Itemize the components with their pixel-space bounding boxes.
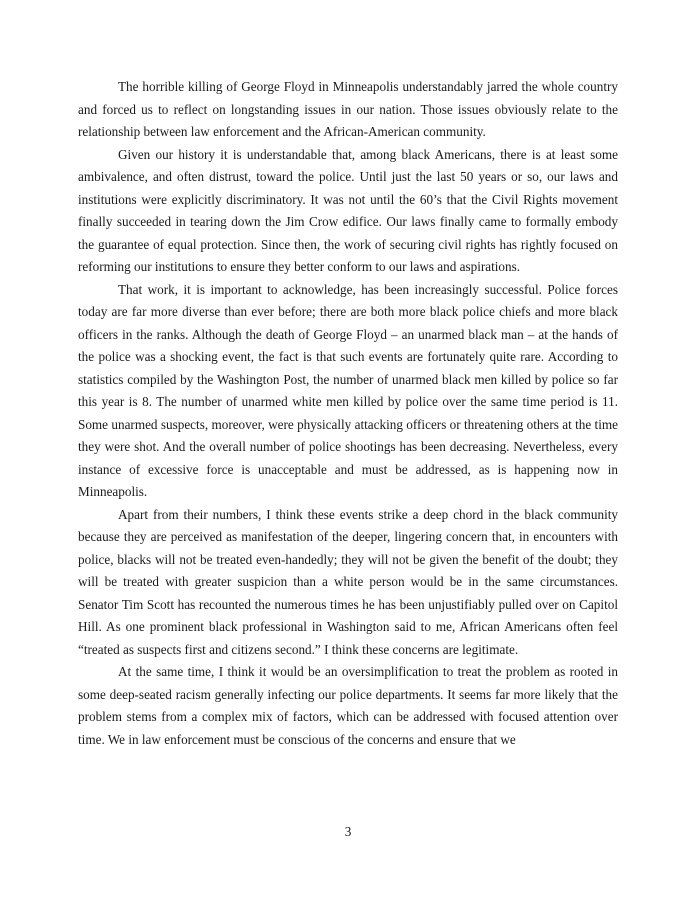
- paragraph-2: Given our history it is understandable that, among black Americans, there is at least some ambivalence, and often distrust, toward the police. Until just the last 50 years or so, our laws and institutions were explicitly discriminatory. It was not until the 60’s that the Civil Rights movement finally succeeded in tearing down the Jim Crow edifice. Our laws finally came to formally embody the guarantee of equal protection. Since then, the work of securing civil rights has rightly focused on reforming our institutions to ensure they better conform to our laws and aspirations.: [78, 146, 618, 274]
- paragraph-1: The horrible killing of George Floyd in Minneapolis understandably jarred the whole country and forced us to reflect on longstanding issues in our nation. Those issues obviously relate to the relationship between law enforcement and the African-American community.: [78, 79, 618, 139]
- document-text-body: [78, 76, 618, 751]
- paragraph-3: That work, it is important to acknowledge, has been increasingly successful. Police forces today are far more diverse than ever before; there are both more black police chiefs and more black officers in the ranks. Although the death of George Floyd – an unarmed black man – at the hands of the police was a shocking event, the fact is that such events are fortunately quite rare. According to statistics compiled by the Washington Post, the number of unarmed black men killed by police so far this year is 8. The number of unarmed white men killed by police over the same time period is 11. Some unarmed suspects, moreover, were physically attacking officers or threatening others at the time they were shot. And the overall number of police shootings has been decreasing. Nevertheless, every instance of excessive force is unacceptable and must be addressed, as is happening now in Minneapolis.: [78, 281, 618, 499]
- paragraph-4: Apart from their numbers, I think these events strike a deep chord in the black community because they are perceived as manifestation of the deeper, lingering concern that, in encounters with police, blacks will not be treated even-handedly; they will not be given the benefit of the doubt; they will be treated with greater suspicion than a white person would be in the same circumstances. Senator Tim Scott has recounted the numerous times he has been unjustifiably pulled over on Capitol Hill. As one prominent black professional in Washington said to me, African Americans often feel “treated as suspects first and citizens second.” I think these concerns are legitimate.: [78, 506, 618, 657]
- paragraph-5: At the same time, I think it would be an oversimplification to treat the problem as rooted in some deep-seated racism generally infecting our police departments. It seems far more likely that the problem stems from a complex mix of factors, which can be addressed with focused attention over time. We in law enforcement must be conscious of the concerns and ensure that we: [78, 664, 618, 747]
- page-number: 3: [344, 824, 352, 839]
